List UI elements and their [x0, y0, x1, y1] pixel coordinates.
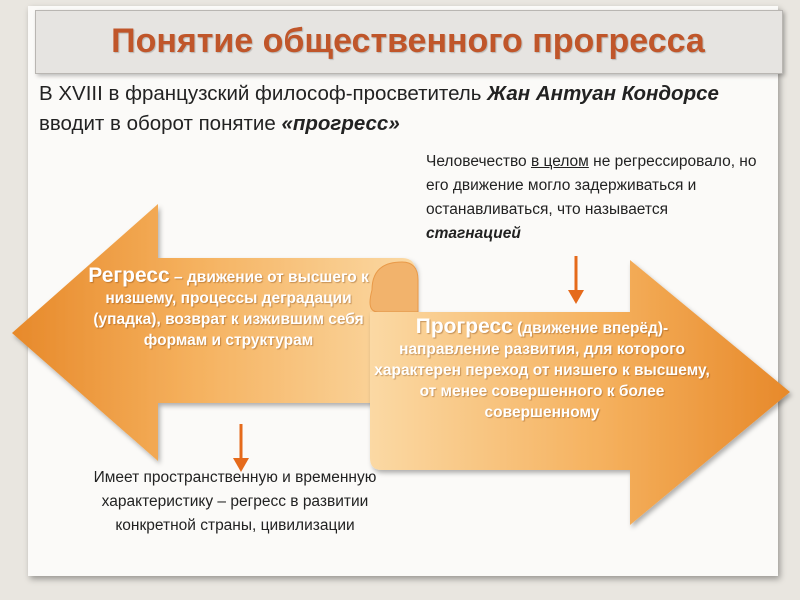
progress-heading: Прогресс	[415, 315, 513, 338]
regress-body: – движение от высшего к низшему, процессы деградации (упадка), возврат к изжившим себя формам и структурам	[93, 269, 369, 349]
page-title: Понятие общественного прогресса	[111, 22, 705, 60]
intro-part2: вводит в оборот понятие	[39, 112, 282, 135]
regress-note: Имеет пространственную и временную характеристику – регресс в развитии конкретной страны, цивилизации	[93, 469, 377, 534]
note-top-part2: не регрессировало, но его движение могло задерживаться и останавливаться, что называется	[426, 153, 757, 218]
pointer-arrow-bottom	[233, 424, 249, 472]
regress-heading: Регресс	[88, 264, 170, 287]
progress-body: (движение вперёд)- направление развития, для которого характерен переход от низшего к высшему, от менее совершенного к более совершенному	[374, 320, 710, 421]
note-top-part1: Человечество	[426, 153, 531, 170]
regress-definition	[86, 265, 371, 351]
note-top-underlined: в целом	[530, 153, 589, 170]
pointer-arrow-top	[568, 256, 584, 304]
intro-term: «прогресс»	[281, 112, 400, 135]
intro-part1: В XVIII в французский философ-просветитель	[39, 82, 488, 105]
progress-definition	[368, 316, 716, 423]
note-top-term: стагнацией	[426, 225, 521, 242]
intro-name: Жан Антуан Кондорсе	[487, 82, 719, 105]
